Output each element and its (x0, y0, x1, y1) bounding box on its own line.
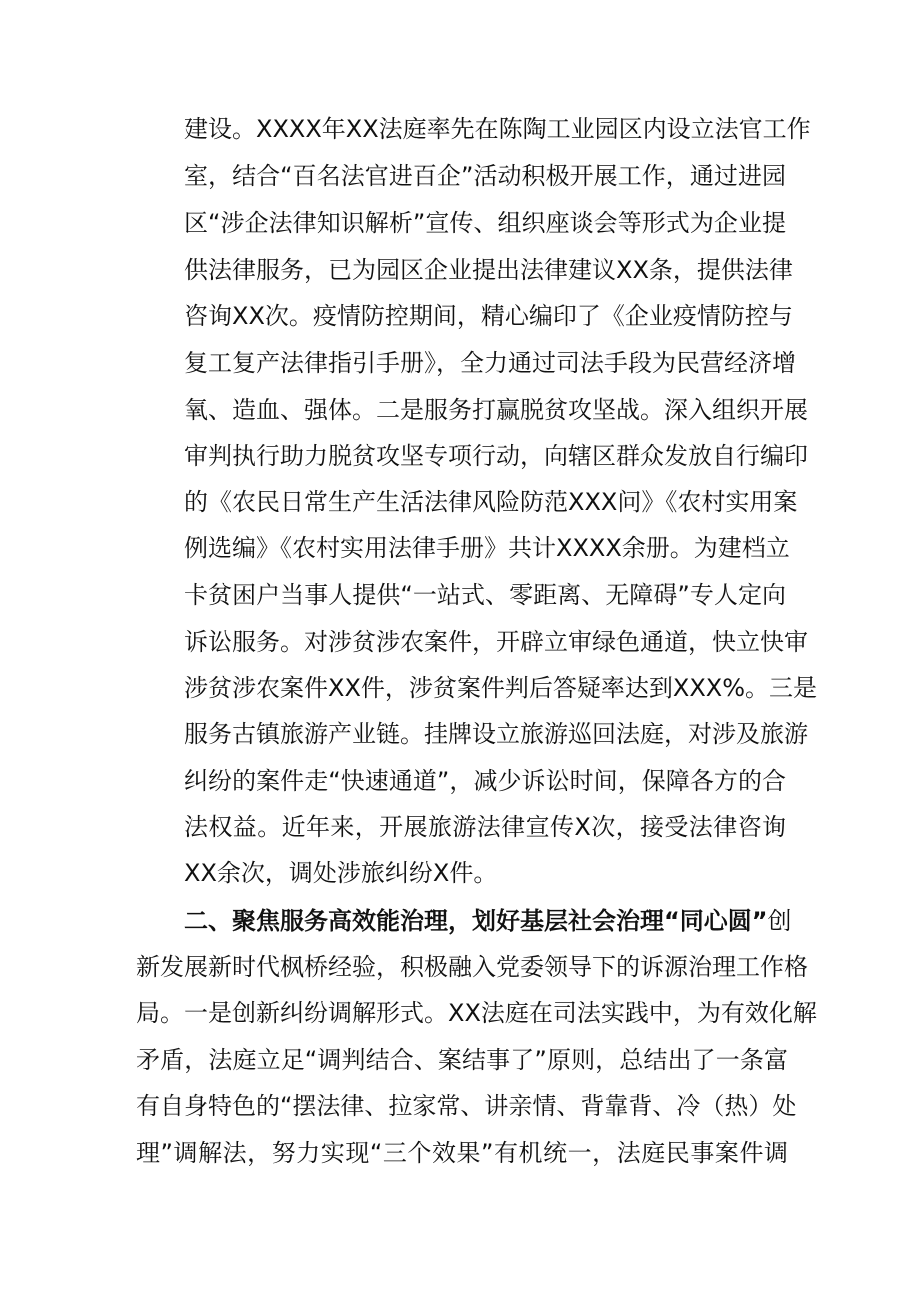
paragraph-line: 有自身特色的“摆法律、拉家常、讲亲情、背靠背、冷（热）处 (136, 1092, 797, 1120)
paragraph-first-line (184, 904, 792, 938)
paragraph-line: 室，结合“百名法官进百企”活动积极开展工作，通过进园 (184, 162, 786, 190)
paragraph-line: 咨询XX次。疫情防控期间，精心编印了《企业疫情防控与 (184, 302, 793, 330)
paragraph-line: 局。一是创新纠纷调解形式。XX法庭在司法实践中，为有效化解 (136, 999, 817, 1027)
paragraph-line: 审判执行助力脱贫攻坚专项行动，向辖区群众发放自行编印 (184, 442, 808, 470)
paragraph-line: 卡贫困户当事人提供“一站式、零距离、无障碍”专人定向 (184, 581, 786, 609)
paragraph-text: 创 (767, 907, 792, 935)
paragraph-line: XX余次，调处涉旅纠纷X件。 (184, 859, 498, 887)
paragraph-line: 涉贫涉农案件XX件，涉贫案件判后答疑率达到XXX%。三是 (184, 674, 818, 702)
paragraph-line: 诉讼服务。对涉贫涉农案件，开辟立审绿色通道，快立快审 (184, 628, 808, 656)
paragraph-line: 纠纷的案件走“快速通道”，减少诉讼时间，保障各方的合 (184, 767, 786, 795)
section-heading: 二、聚焦服务高效能治理，划好基层社会治理“同心圆” (184, 907, 768, 935)
paragraph-line: 新发展新时代枫桥经验，积极融入党委领导下的诉源治理工作格 (136, 953, 808, 981)
paragraph-line: 供法律服务，已为园区企业提出法律建议XX条，提供法律 (184, 256, 793, 284)
paragraph-line: 法权益。近年来，开展旅游法律宣传X次，接受法律咨询 (184, 813, 786, 841)
paragraph-line: 区“涉企法律知识解析”宣传、组织座谈会等形式为企业提 (184, 209, 786, 237)
paragraph-line: 的《农民日常生产生活法律风险防范XXX问》《农村实用案 (184, 488, 798, 516)
paragraph-line: 建设。XXXX年XX法庭率先在陈陶工业园区内设立法官工作 (184, 115, 811, 143)
paragraph-line: 矛盾，法庭立足“调判结合、案结事了”原则，总结出了一条富 (136, 1046, 788, 1074)
paragraph-line: 复工复产法律指引手册》，全力通过司法手段为民营经济增 (184, 349, 796, 377)
paragraph-line: 例选编》《农村实用法律手册》共计XXXX余册。为建档立 (184, 534, 790, 562)
paragraph-line: 服务古镇旅游产业链。挂牌设立旅游巡回法庭，对涉及旅游 (184, 720, 808, 748)
paragraph-line: 理”调解法，努力实现“三个效果”有机统一，法庭民事案件调 (136, 1139, 788, 1167)
paragraph-line: 氧、造血、强体。二是服务打赢脱贫攻坚战。深入组织开展 (184, 396, 808, 424)
